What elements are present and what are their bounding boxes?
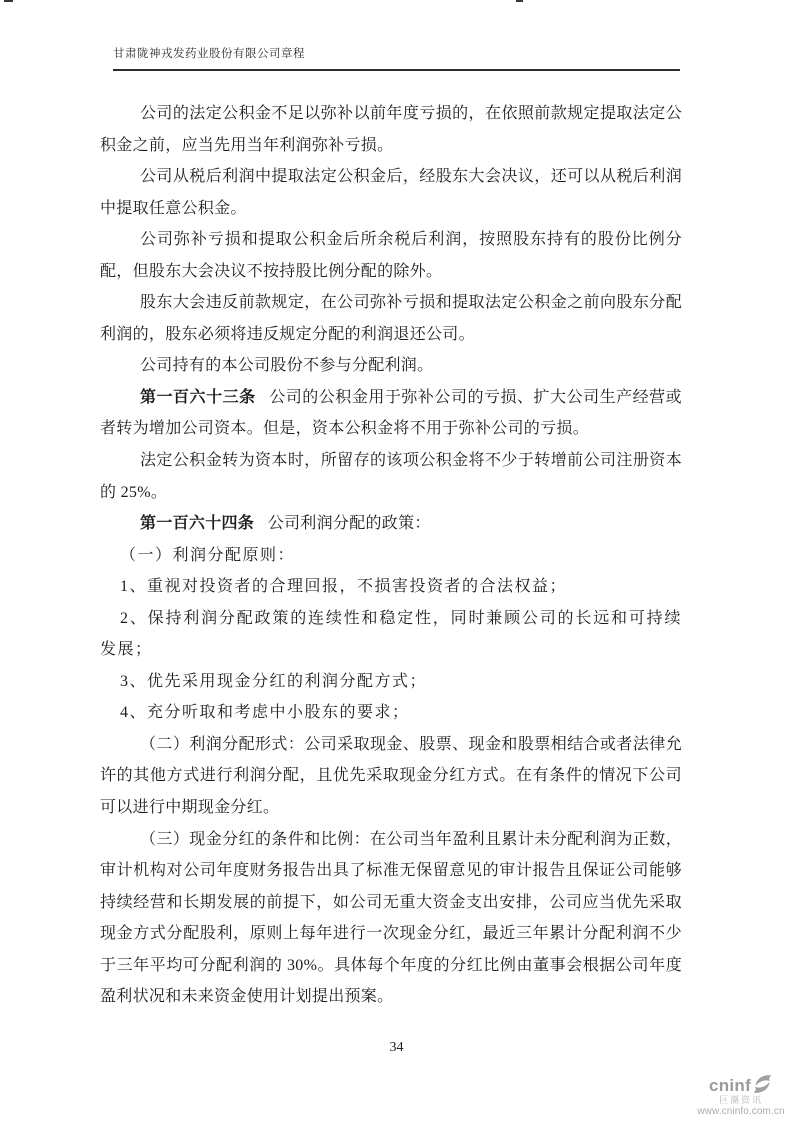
page-number: 34 bbox=[389, 1040, 404, 1055]
paragraph bbox=[100, 382, 682, 445]
paragraph-text: 公司持有的本公司股份不参与分配利润。 bbox=[140, 357, 434, 375]
paragraph-text: 公司的法定公积金不足以弥补以前年度亏损的，在依照前款规定提取法定公积金之前，应当先用当年利润弥补亏损。 bbox=[100, 105, 682, 154]
cninfo-watermark bbox=[695, 1076, 787, 1117]
paragraph-text: 3、优先采用现金分红的利润分配方式； bbox=[120, 672, 428, 690]
paragraph-text: 公司利润分配的政策： bbox=[267, 515, 431, 533]
paragraph bbox=[100, 729, 682, 824]
paragraph-text: （二）利润分配形式：公司采取现金、股票、现金和股票相结合或者法律允许的其他方式进行利润分配，且优先采取现金分红方式。在有条件的情况下公司可以进行中期现金分红。 bbox=[100, 735, 682, 817]
cninfo-cn-name: 巨潮资讯 bbox=[718, 1095, 763, 1105]
scan-artifact bbox=[4, 0, 13, 2]
paragraph bbox=[100, 508, 682, 540]
page-header bbox=[113, 44, 680, 71]
cninfo-logo bbox=[695, 1076, 787, 1094]
paragraph bbox=[100, 98, 682, 161]
cninfo-url: www.cninfo.com.cn bbox=[697, 1106, 785, 1117]
paragraph-text: 股东大会违反前款规定，在公司弥补亏损和提取法定公积金之前向股东分配利润的，股东必须将违反规定分配的利润退还公司。 bbox=[100, 294, 682, 343]
paragraph bbox=[100, 571, 682, 603]
paragraph bbox=[100, 287, 682, 350]
paragraph-text: 公司从税后利润中提取法定公积金后，经股东大会决议，还可以从税后利润中提取任意公积金。 bbox=[100, 168, 682, 217]
paragraph-text: 4、充分听取和考虑中小股东的要求； bbox=[120, 704, 410, 722]
paragraph bbox=[100, 445, 682, 508]
paragraph-text: （三）现金分红的条件和比例：在公司当年盈利且累计未分配利润为正数，审计机构对公司年度财务报告出具了标准无保留意见的审计报告且保证公司能够持续经营和长期发展的前提下，如公司无重大资金支出安排，公司应当优先采取现金方式分配股利，原则上每年进行一次现金分红，最近三年累计分配利润不少于三年平均可分配利润的 30%。具体每个年度的分红比例由董事会根据公司年度盈利状况和未来资金使用计划提出预案。 bbox=[100, 830, 682, 1006]
paragraph-text: 法定公积金转为资本时，所留存的该项公积金将不少于转增前公司注册资本的 25%。 bbox=[100, 452, 682, 501]
paragraph bbox=[100, 697, 682, 729]
paragraph bbox=[100, 540, 682, 572]
scan-artifact bbox=[516, 0, 523, 2]
paragraph bbox=[100, 603, 682, 666]
cninfo-brand-text: cninf bbox=[708, 1075, 752, 1095]
paragraph-text: 1、重视对投资者的合理回报，不损害投资者的合法权益； bbox=[120, 578, 568, 596]
document-body bbox=[100, 98, 682, 1013]
article-number: 第一百六十三条 bbox=[140, 388, 256, 406]
paragraph bbox=[100, 350, 682, 382]
paragraph-text: （一）利润分配原则： bbox=[120, 546, 296, 564]
paragraph bbox=[100, 824, 682, 1013]
tide-swirl-icon bbox=[752, 1074, 773, 1094]
paragraph-text: 2、保持利润分配政策的连续性和稳定性，同时兼顾公司的长远和可持续发展； bbox=[100, 609, 682, 659]
paragraph bbox=[100, 666, 682, 698]
article-number: 第一百六十四条 bbox=[140, 515, 255, 533]
paragraph-text: 公司弥补亏损和提取公积金后所余税后利润，按照股东持有的股份比例分配，但股东大会决议不按持股比例分配的除外。 bbox=[100, 231, 682, 280]
paragraph-text: 公司的公积金用于弥补公司的亏损、扩大公司生产经营或者转为增加公司资本。但是，资本公积金将不用于弥补公司的亏损。 bbox=[100, 388, 682, 438]
paragraph bbox=[100, 161, 682, 224]
header-title: 甘肃陇神戎发药业股份有限公司章程 bbox=[113, 48, 305, 60]
paragraph bbox=[100, 224, 682, 287]
